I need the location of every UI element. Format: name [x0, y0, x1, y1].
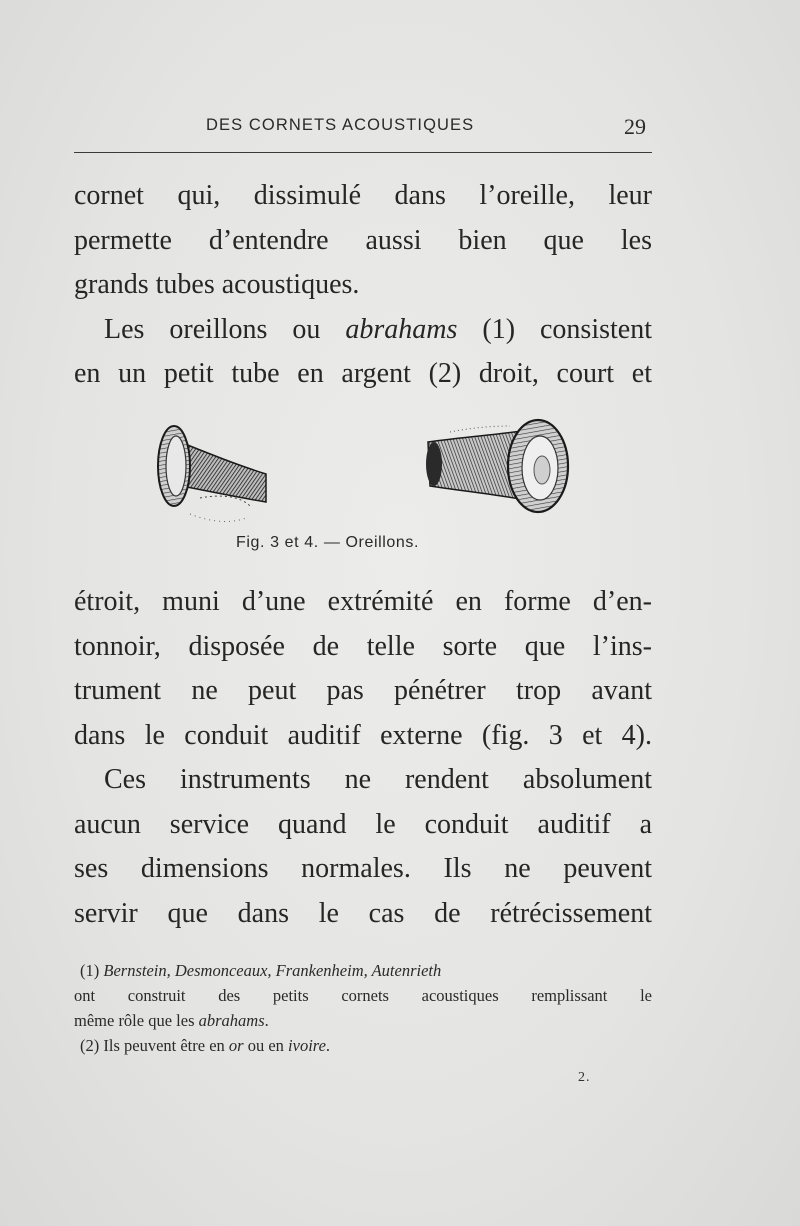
- figure-caption: Fig. 3 et 4. — Oreillons.: [236, 534, 420, 551]
- text-line: étroit, muni d’une extrémité en forme d’en-: [74, 586, 652, 617]
- page-header: [74, 116, 652, 142]
- text-span: Les oreillons ou: [104, 313, 346, 345]
- text-line: permette d’entendre aussi bien que les: [74, 224, 652, 256]
- italic-term: or: [228, 1036, 244, 1055]
- text-span: même rôle que les: [74, 1011, 199, 1030]
- footnote-marker: (1): [80, 961, 104, 980]
- signature-mark: 2.: [578, 1070, 591, 1085]
- figure-oreillons: [150, 414, 580, 526]
- footnote-line: [74, 1008, 652, 1033]
- text-line: en un petit tube en argent (2) droit, court et: [74, 358, 652, 389]
- italic-term: abrahams: [345, 313, 458, 345]
- footnote-line: ont construit des petits cornets acoustiques remplissant le: [74, 986, 652, 1005]
- text-span: ou en: [243, 1036, 289, 1055]
- footnote-names: Bernstein, Desmonceaux, Frankenheim, Autenrieth: [103, 961, 442, 980]
- running-title: DES CORNETS ACOUSTIQUES: [206, 116, 475, 134]
- oreillon-right-icon: [426, 420, 568, 512]
- text-block-top: [74, 174, 652, 397]
- text-span: .: [325, 1036, 331, 1055]
- text-span: .: [264, 1011, 269, 1030]
- footnotes: [74, 958, 652, 1058]
- text-line: dans le conduit auditif externe (fig. 3 et 4).: [74, 719, 652, 751]
- text-line: tonnoir, disposée de telle sorte que l’ins-: [74, 630, 652, 662]
- header-rule: [74, 152, 652, 153]
- italic-term: abrahams: [198, 1011, 265, 1030]
- text-block-bottom: [74, 580, 652, 936]
- text-span: (2) Ils peuvent être en: [80, 1036, 229, 1055]
- italic-term: ivoire: [288, 1036, 326, 1055]
- text-line: Ces instruments ne rendent absolument: [104, 764, 652, 795]
- text-line: grands tubes acoustiques.: [74, 269, 360, 300]
- text-line: cornet qui, dissimulé dans l’oreille, leur: [74, 180, 652, 211]
- footnote-1: [74, 958, 652, 983]
- oreillons-illustration: [150, 414, 580, 526]
- text-line: trument ne peut pas pénétrer trop avant: [74, 675, 652, 706]
- footnote-2: [74, 1033, 652, 1058]
- text-line: servir que dans le cas de rétrécissement: [74, 897, 652, 929]
- text-line: ses dimensions normales. Ils ne peuvent: [74, 853, 652, 884]
- text-line: aucun service quand le conduit auditif a: [74, 808, 652, 840]
- text-line: [74, 308, 652, 353]
- oreillon-left-icon: [158, 426, 266, 521]
- page-number: 29: [624, 114, 646, 139]
- text-span: (1) consistent: [457, 313, 652, 345]
